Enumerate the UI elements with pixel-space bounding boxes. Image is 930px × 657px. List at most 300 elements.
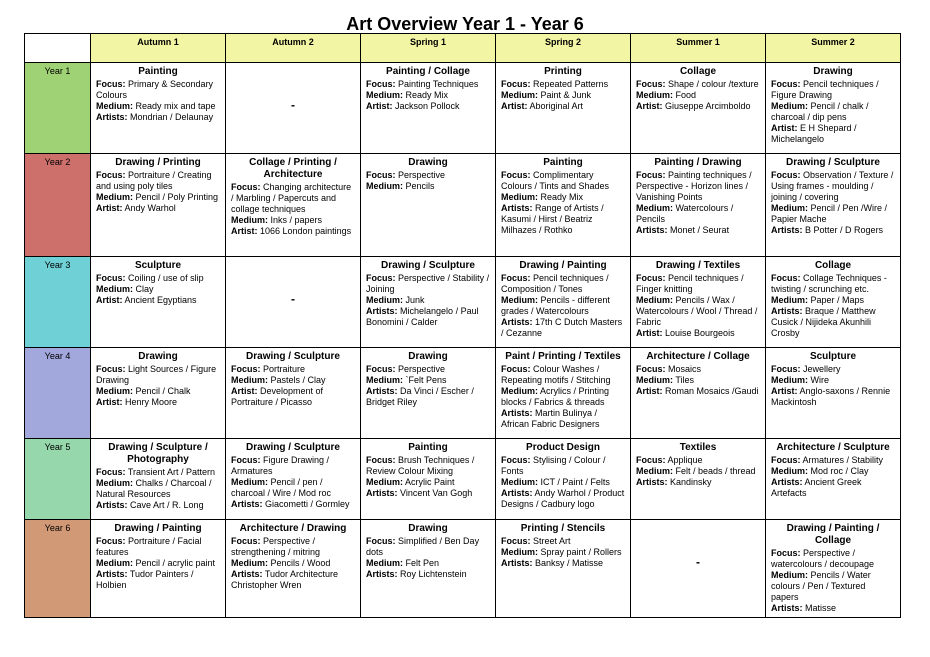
- detail-value: Armatures / Stability: [802, 455, 884, 465]
- unit-detail-line: [231, 455, 355, 477]
- unit-topic: Printing: [544, 66, 582, 77]
- detail-label: Medium:: [636, 466, 673, 476]
- detail-value: Figure Drawing / Armatures: [231, 455, 330, 476]
- detail-label: Focus:: [636, 79, 666, 89]
- unit-detail-line: [231, 364, 355, 375]
- unit-detail-line: [501, 547, 625, 558]
- detail-value: Henry Moore: [125, 397, 178, 407]
- detail-label: Artists:: [636, 225, 668, 235]
- detail-label: Medium:: [501, 90, 538, 100]
- unit-cell: [91, 63, 226, 154]
- detail-label: Focus:: [501, 273, 531, 283]
- unit-detail-line: [771, 466, 895, 477]
- unit-detail-line: [366, 273, 490, 295]
- detail-value: Giacometti / Gormley: [265, 499, 350, 509]
- detail-label: Medium:: [636, 295, 673, 305]
- unit-cell: [766, 520, 901, 618]
- detail-value: Pencils / Wood: [270, 558, 331, 568]
- unit-cell: [766, 257, 901, 348]
- detail-label: Artist:: [636, 328, 663, 338]
- detail-label: Medium:: [366, 181, 403, 191]
- detail-value: Painting techniques / Perspective - Horizon lines / Vanishing Points: [636, 170, 752, 202]
- detail-label: Focus:: [771, 364, 801, 374]
- unit-cell: [91, 520, 226, 618]
- detail-value: Perspective / strengthening / mitring: [231, 536, 321, 557]
- unit-detail-line: [96, 467, 220, 478]
- unit-detail-line: [636, 90, 760, 101]
- detail-label: Focus:: [231, 455, 261, 465]
- detail-label: Medium:: [636, 375, 673, 385]
- unit-cell: [361, 520, 496, 618]
- detail-label: Medium:: [501, 295, 538, 305]
- unit-detail-line: [501, 477, 625, 488]
- unit-detail-line: [366, 295, 490, 306]
- detail-label: Artist:: [231, 386, 258, 396]
- unit-cell: [361, 154, 496, 257]
- unit-cell: [631, 520, 766, 618]
- detail-value: 1066 London paintings: [260, 226, 352, 236]
- detail-label: Medium:: [366, 90, 403, 100]
- year-label: Year 6: [25, 520, 91, 618]
- detail-label: Medium:: [96, 284, 133, 294]
- detail-label: Focus:: [771, 548, 801, 558]
- unit-cell: [226, 348, 361, 439]
- unit-detail-line: [96, 364, 220, 386]
- unit-detail-line: [366, 306, 490, 328]
- unit-detail-line: [636, 364, 760, 375]
- unit-detail-line: [636, 170, 760, 203]
- detail-value: Braque / Matthew Cusick / Nijideka Akunhili Crosby: [771, 306, 876, 338]
- detail-label: Medium:: [96, 558, 133, 568]
- unit-topic: Drawing / Sculpture: [246, 442, 340, 453]
- unit-detail-line: [501, 273, 625, 295]
- detail-value: Roman Mosaics /Gaudi: [665, 386, 759, 396]
- unit-detail-line: [636, 375, 760, 386]
- unit-detail-line: [636, 225, 760, 236]
- detail-value: Development of Portraiture / Picasso: [231, 386, 324, 407]
- unit-topic: Architecture / Sculpture: [776, 442, 890, 453]
- detail-label: Focus:: [771, 79, 801, 89]
- unit-detail-line: [771, 455, 895, 466]
- detail-label: Focus:: [771, 170, 801, 180]
- detail-label: Medium:: [366, 375, 403, 385]
- detail-label: Medium:: [501, 192, 538, 202]
- detail-label: Focus:: [366, 170, 396, 180]
- detail-label: Artist:: [771, 386, 798, 396]
- unit-detail-line: [366, 558, 490, 569]
- unit-detail-line: [366, 488, 490, 499]
- unit-detail-line: [501, 455, 625, 477]
- unit-detail-line: [366, 386, 490, 408]
- unit-cell: [496, 520, 631, 618]
- detail-label: Focus:: [501, 364, 531, 374]
- year-label: Year 1: [25, 63, 91, 154]
- detail-value: Pencil / Poly Printing: [135, 192, 219, 202]
- detail-label: Focus:: [96, 536, 126, 546]
- unit-topic: Painting: [408, 442, 448, 453]
- detail-label: Artist:: [636, 386, 663, 396]
- detail-value: Ancient Egyptians: [124, 295, 197, 305]
- detail-value: Perspective / Stability / Joining: [366, 273, 490, 294]
- detail-value: Simplified / Ben Day dots: [366, 536, 480, 557]
- unit-detail-line: [366, 536, 490, 558]
- unit-cell: [361, 348, 496, 439]
- detail-value: Martin Bulinya / African Fabric Designers: [501, 408, 600, 429]
- unit-cell: [631, 257, 766, 348]
- detail-value: Pastels / Clay: [270, 375, 326, 385]
- unit-topic: Drawing / Sculpture / Photography: [108, 442, 208, 465]
- detail-value: Clay: [135, 284, 154, 294]
- unit-detail-line: [96, 295, 220, 306]
- detail-value: Pencils: [405, 181, 435, 191]
- detail-label: Focus:: [231, 364, 261, 374]
- detail-value: Kandinsky: [670, 477, 712, 487]
- unit-cell: [496, 154, 631, 257]
- detail-label: Medium:: [771, 570, 808, 580]
- detail-label: Focus:: [366, 455, 396, 465]
- detail-value: Transient Art / Pattern: [127, 467, 216, 477]
- unit-topic: Drawing: [408, 157, 448, 168]
- term-header: Spring 2: [496, 34, 631, 63]
- unit-detail-line: [636, 477, 760, 488]
- detail-value: Paint & Junk: [540, 90, 592, 100]
- detail-value: Jewellery: [803, 364, 841, 374]
- unit-topic: Sculpture: [134, 260, 182, 271]
- unit-detail-line: [771, 123, 895, 145]
- unit-detail-line: [636, 79, 760, 90]
- unit-detail-line: [636, 328, 760, 339]
- year-row: [25, 439, 901, 520]
- detail-label: Medium:: [366, 295, 403, 305]
- year-label: Year 4: [25, 348, 91, 439]
- detail-label: Focus:: [636, 273, 666, 283]
- detail-label: Artists:: [636, 477, 668, 487]
- year-label: Year 2: [25, 154, 91, 257]
- unit-cell: [91, 257, 226, 348]
- unit-detail-line: [231, 386, 355, 408]
- unit-detail-line: [96, 397, 220, 408]
- unit-detail-line: [96, 112, 220, 123]
- detail-label: Artists:: [771, 225, 803, 235]
- unit-detail-line: [501, 170, 625, 192]
- unit-topic: Drawing / Sculpture: [381, 260, 475, 271]
- unit-detail-line: [771, 364, 895, 375]
- detail-value: Cave Art / R. Long: [130, 500, 204, 510]
- unit-cell: [631, 63, 766, 154]
- detail-value: Pencil / Pen /Wire / Papier Mache: [771, 203, 888, 224]
- unit-detail-line: [501, 364, 625, 386]
- detail-value: Ready Mix: [540, 192, 584, 202]
- detail-label: Artists:: [96, 569, 128, 579]
- detail-value: Pencil techniques / Composition / Tones: [501, 273, 609, 294]
- unit-detail-line: [501, 488, 625, 510]
- unit-detail-line: [96, 500, 220, 511]
- detail-label: Medium:: [771, 466, 808, 476]
- detail-label: Artists:: [501, 203, 533, 213]
- unit-topic: Product Design: [526, 442, 600, 453]
- unit-topic: Drawing / Sculpture: [786, 157, 880, 168]
- unit-detail-line: [366, 79, 490, 90]
- detail-value: Changing architecture / Marbling / Papercuts and collage techniques: [231, 182, 352, 214]
- unit-cell: [91, 154, 226, 257]
- unit-cell: [631, 348, 766, 439]
- unit-detail-line: [231, 226, 355, 237]
- unit-cell: [766, 63, 901, 154]
- unit-cell: [496, 439, 631, 520]
- empty-unit-marker: -: [291, 98, 295, 112]
- detail-label: Focus:: [366, 273, 396, 283]
- unit-cell: [631, 439, 766, 520]
- unit-detail-line: [771, 306, 895, 339]
- detail-value: Pencils - different grades / Watercolours: [501, 295, 610, 316]
- unit-cell: [91, 348, 226, 439]
- unit-detail-line: [231, 477, 355, 499]
- detail-value: Colour Washes / Repeating motifs / Stitching: [501, 364, 611, 385]
- detail-value: Perspective / watercolours / decoupage: [771, 548, 875, 569]
- detail-label: Focus:: [501, 170, 531, 180]
- unit-topic: Paint / Printing / Textiles: [505, 351, 621, 362]
- art-overview-table: [24, 33, 901, 618]
- unit-detail-line: [636, 455, 760, 466]
- detail-value: Aboriginal Art: [529, 101, 584, 111]
- detail-value: Giuseppe Arcimboldo: [665, 101, 751, 111]
- detail-value: Junk: [405, 295, 425, 305]
- unit-detail-line: [96, 569, 220, 591]
- detail-value: Food: [675, 90, 697, 100]
- detail-value: Pencil / chalk / charcoal / dip pens: [771, 101, 869, 122]
- detail-value: Pencil / Chalk: [135, 386, 191, 396]
- detail-label: Medium:: [771, 295, 808, 305]
- detail-value: Ancient Greek Artefacts: [771, 477, 862, 498]
- detail-value: B Potter / D Rogers: [805, 225, 884, 235]
- detail-label: Focus:: [366, 364, 396, 374]
- unit-cell: [91, 439, 226, 520]
- unit-detail-line: [771, 603, 895, 614]
- detail-label: Focus:: [501, 455, 531, 465]
- detail-label: Medium:: [96, 478, 133, 488]
- detail-value: Mondrian / Delaunay: [130, 112, 214, 122]
- detail-value: Tudor Painters / Holbien: [96, 569, 194, 590]
- unit-detail-line: [96, 284, 220, 295]
- detail-label: Artists:: [366, 306, 398, 316]
- detail-label: Artist:: [96, 203, 123, 213]
- unit-cell: [226, 520, 361, 618]
- detail-value: Ready mix and tape: [135, 101, 216, 111]
- unit-detail-line: [96, 192, 220, 203]
- detail-label: Medium:: [231, 477, 268, 487]
- unit-detail-line: [366, 101, 490, 112]
- unit-cell: [226, 154, 361, 257]
- unit-detail-line: [366, 364, 490, 375]
- unit-detail-line: [771, 170, 895, 203]
- unit-detail-line: [771, 375, 895, 386]
- unit-detail-line: [366, 569, 490, 580]
- detail-value: Felt / beads / thread: [675, 466, 756, 476]
- unit-detail-line: [96, 101, 220, 112]
- unit-cell: [226, 63, 361, 154]
- detail-label: Artist:: [771, 123, 798, 133]
- unit-topic: Drawing / Printing: [115, 157, 201, 168]
- unit-cell: [361, 257, 496, 348]
- unit-detail-line: [501, 90, 625, 101]
- detail-label: Artist:: [636, 101, 663, 111]
- unit-detail-line: [771, 570, 895, 603]
- detail-label: Medium:: [231, 215, 268, 225]
- detail-label: Medium:: [366, 558, 403, 568]
- unit-detail-line: [231, 375, 355, 386]
- detail-value: Pencil / acrylic paint: [135, 558, 216, 568]
- detail-label: Medium:: [771, 375, 808, 385]
- unit-detail-line: [636, 273, 760, 295]
- term-header: Summer 1: [631, 34, 766, 63]
- detail-value: Da Vinci / Escher / Bridget Riley: [366, 386, 474, 407]
- unit-detail-line: [636, 203, 760, 225]
- unit-topic: Drawing: [408, 351, 448, 362]
- unit-cell: [496, 257, 631, 348]
- detail-value: Anglo-saxons / Rennie Mackintosh: [771, 386, 891, 407]
- unit-topic: Printing / Stencils: [520, 523, 606, 534]
- detail-value: Brush Techniques / Review Colour Mixing: [366, 455, 475, 476]
- detail-label: Focus:: [366, 79, 396, 89]
- detail-label: Medium:: [96, 192, 133, 202]
- detail-label: Focus:: [501, 79, 531, 89]
- detail-label: Focus:: [231, 182, 261, 192]
- unit-detail-line: [771, 548, 895, 570]
- detail-value: Pencil techniques / Figure Drawing: [771, 79, 879, 100]
- detail-value: Louise Bourgeois: [665, 328, 735, 338]
- detail-value: Street Art: [533, 536, 571, 546]
- detail-label: Artists:: [366, 569, 398, 579]
- unit-cell: [226, 257, 361, 348]
- detail-label: Medium:: [96, 101, 133, 111]
- unit-detail-line: [771, 79, 895, 101]
- unit-detail-line: [501, 386, 625, 408]
- detail-value: ICT / Paint / Felts: [540, 477, 610, 487]
- detail-value: Mosaics: [668, 364, 702, 374]
- unit-topic: Collage: [814, 260, 852, 271]
- unit-detail-line: [231, 569, 355, 591]
- detail-value: Primary & Secondary Colours: [96, 79, 214, 100]
- unit-topic: Painting: [138, 66, 178, 77]
- unit-cell: [226, 439, 361, 520]
- detail-label: Artist:: [96, 397, 123, 407]
- detail-label: Medium:: [501, 547, 538, 557]
- unit-topic: Painting / Drawing: [654, 157, 742, 168]
- detail-label: Focus:: [96, 467, 126, 477]
- unit-cell: [496, 348, 631, 439]
- unit-detail-line: [96, 558, 220, 569]
- detail-label: Focus:: [231, 536, 261, 546]
- detail-value: Andy Warhol: [124, 203, 176, 213]
- detail-label: Focus:: [636, 364, 666, 374]
- detail-value: Tiles: [675, 375, 695, 385]
- detail-label: Artist:: [96, 295, 123, 305]
- detail-value: Collage Techniques - twisting / scrunching etc.: [771, 273, 887, 294]
- unit-cell: [631, 154, 766, 257]
- unit-detail-line: [771, 477, 895, 499]
- detail-label: Artists:: [96, 500, 128, 510]
- unit-detail-line: [501, 192, 625, 203]
- unit-detail-line: [501, 295, 625, 317]
- detail-value: Perspective: [398, 170, 446, 180]
- unit-detail-line: [771, 295, 895, 306]
- detail-label: Focus:: [771, 455, 801, 465]
- term-header: Autumn 2: [226, 34, 361, 63]
- detail-value: Felt Pen: [405, 558, 440, 568]
- detail-value: Portraiture / Facial features: [96, 536, 202, 557]
- unit-detail-line: [231, 536, 355, 558]
- detail-label: Artists:: [771, 603, 803, 613]
- detail-value: Repeated Patterns: [533, 79, 609, 89]
- detail-value: Pencil techniques / Finger knitting: [636, 273, 744, 294]
- detail-value: Painting Techniques: [398, 79, 479, 89]
- year-row: [25, 257, 901, 348]
- year-label: Year 5: [25, 439, 91, 520]
- detail-value: Michelangelo / Paul Bonomini / Calder: [366, 306, 479, 327]
- year-row: [25, 348, 901, 439]
- detail-value: Mod roc / Clay: [810, 466, 869, 476]
- detail-value: Portraiture / Creating and using poly tiles: [96, 170, 212, 191]
- detail-label: Medium:: [501, 386, 538, 396]
- unit-detail-line: [96, 203, 220, 214]
- unit-detail-line: [366, 181, 490, 192]
- detail-label: Artists:: [501, 488, 533, 498]
- unit-detail-line: [771, 225, 895, 236]
- empty-unit-marker: -: [696, 555, 700, 569]
- unit-detail-line: [366, 455, 490, 477]
- unit-topic: Drawing: [138, 351, 178, 362]
- term-header: Spring 1: [361, 34, 496, 63]
- detail-value: Vincent Van Gogh: [400, 488, 473, 498]
- term-header-row: [25, 34, 901, 63]
- unit-detail-line: [771, 203, 895, 225]
- unit-detail-line: [231, 182, 355, 215]
- detail-value: Stylising / Colour / Fonts: [501, 455, 606, 476]
- detail-value: 17th C Dutch Masters / Cezanne: [501, 317, 623, 338]
- detail-value: Spray paint / Rollers: [540, 547, 622, 557]
- detail-label: Focus:: [501, 536, 531, 546]
- unit-detail-line: [636, 386, 760, 397]
- detail-value: Portraiture: [263, 364, 306, 374]
- unit-topic: Collage / Printing / Architecture: [249, 157, 337, 180]
- detail-value: Range of Artists / Kasumi / Hirst / Beatriz Milhazes / Rothko: [501, 203, 604, 235]
- unit-topic: Drawing / Textiles: [655, 260, 741, 271]
- detail-label: Artist:: [366, 101, 393, 111]
- unit-detail-line: [636, 101, 760, 112]
- detail-label: Focus:: [96, 364, 126, 374]
- detail-label: Medium:: [636, 90, 673, 100]
- unit-detail-line: [501, 79, 625, 90]
- unit-detail-line: [501, 317, 625, 339]
- detail-value: Pencils / Wax / Watercolours / Wool / Thread / Fabric: [636, 295, 758, 327]
- unit-detail-line: [636, 466, 760, 477]
- detail-value: Observation / Texture / Using frames - moulding / joining / covering: [771, 170, 894, 202]
- detail-label: Focus:: [771, 273, 801, 283]
- year-row: [25, 63, 901, 154]
- unit-detail-line: [501, 536, 625, 547]
- unit-cell: [361, 63, 496, 154]
- detail-value: Matisse: [805, 603, 837, 613]
- unit-cell: [766, 439, 901, 520]
- detail-value: Light Sources / Figure Drawing: [96, 364, 217, 385]
- unit-cell: [766, 154, 901, 257]
- unit-detail-line: [96, 478, 220, 500]
- detail-value: Paper / Maps: [810, 295, 865, 305]
- detail-label: Medium:: [501, 477, 538, 487]
- detail-label: Artists:: [231, 569, 263, 579]
- unit-topic: Drawing / Painting / Collage: [786, 523, 880, 546]
- unit-detail-line: [96, 386, 220, 397]
